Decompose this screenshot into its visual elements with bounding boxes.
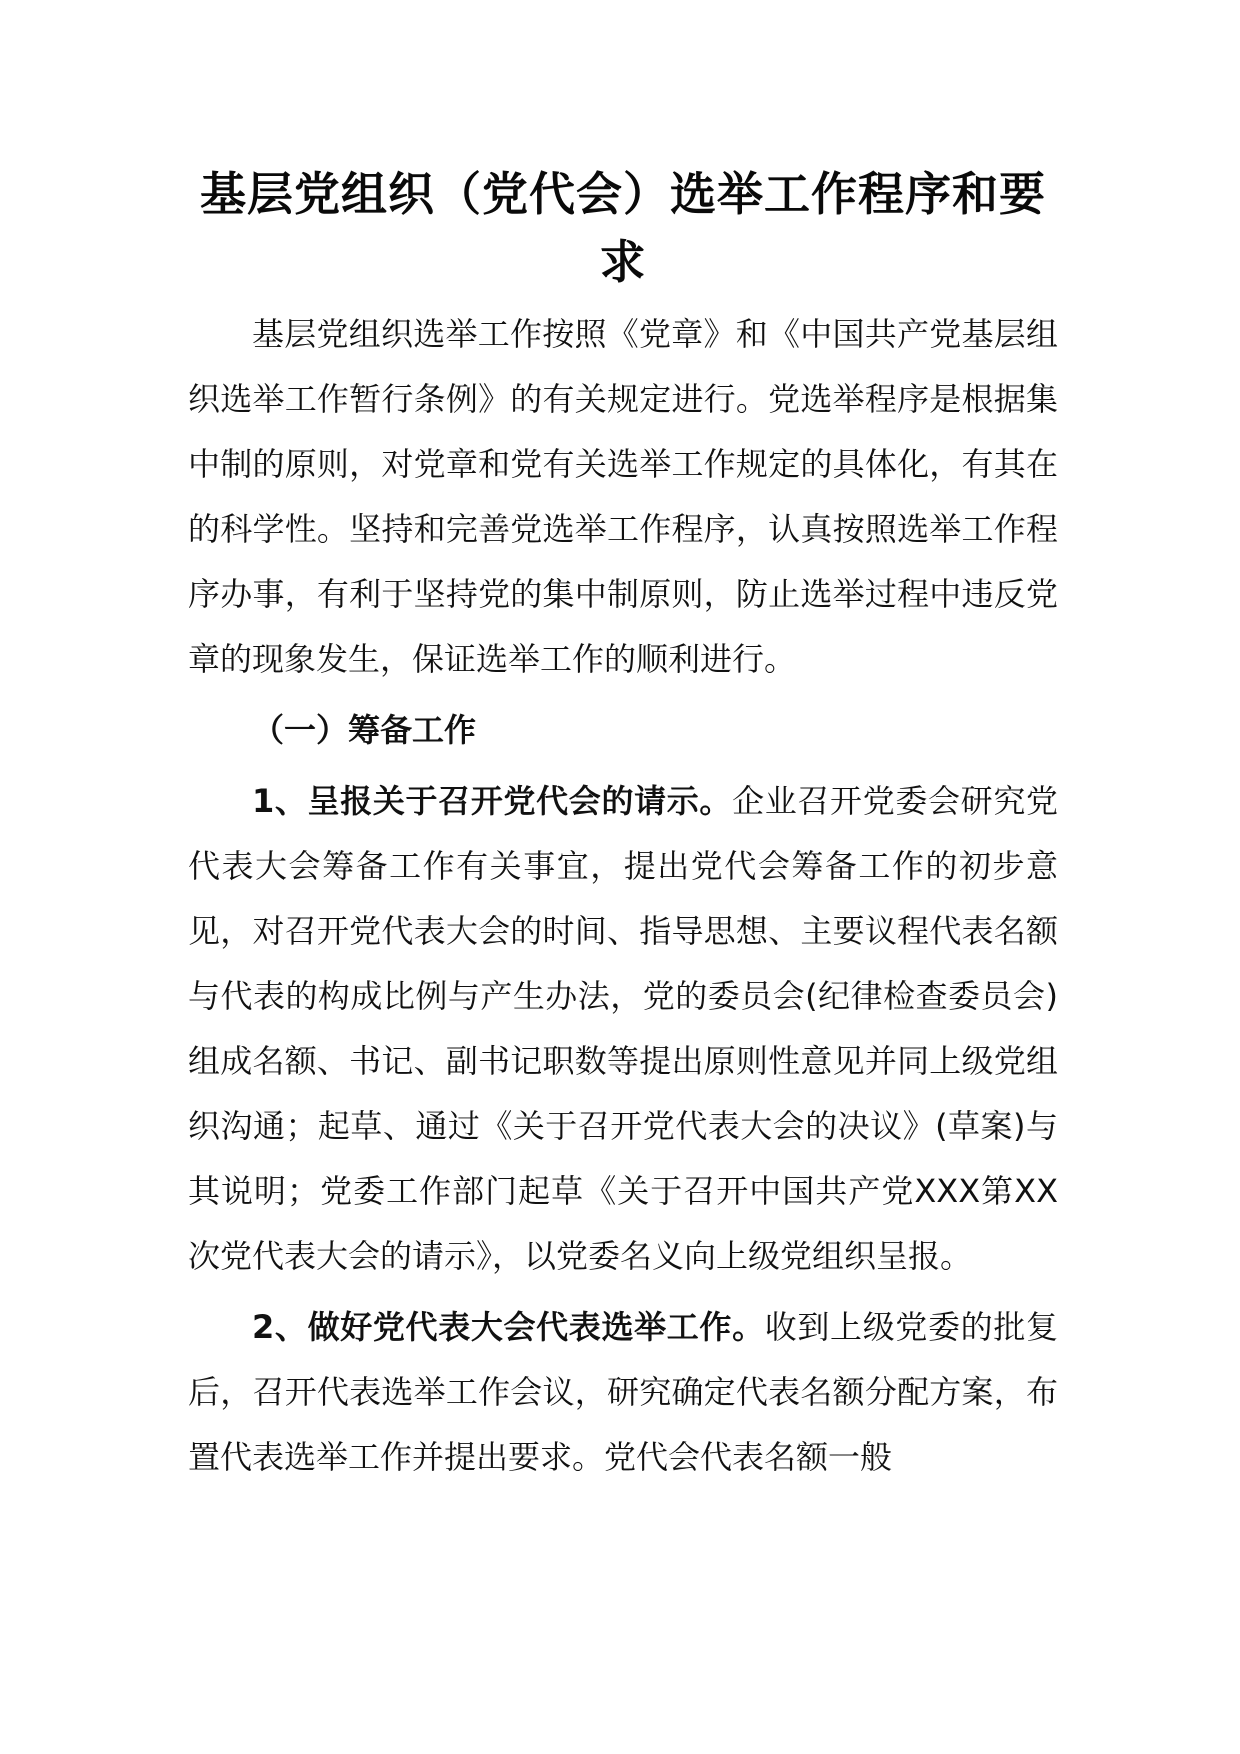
list-item: [188, 1295, 1058, 1490]
document-title: 基层党组织（党代会）选举工作程序和要求: [200, 167, 1046, 289]
intro-paragraph: 基层党组织选举工作按照《党章》和《中国共产党基层组织选举工作暂行条例》的有关规定进行。党选举程序是根据集中制的原则，对党章和党有关选举工作规定的具体化，有其在的科学性。坚持和完善党选举工作程序，认真按照选举工作程序办事，有利于坚持党的集中制原则，防止选举过程中违反党章的现象发生，保证选举工作的顺利进行。: [188, 315, 1058, 678]
section-heading: （一）筹备工作: [252, 711, 477, 749]
list-item: [188, 769, 1058, 1289]
document-page: [188, 160, 1058, 1490]
item-body: 企业召开党委会研究党代表大会筹备工作有关事宜，提出党代会筹备工作的初步意见，对召开党代表大会的时间、指导思想、主要议程代表名额与代表的构成比例与产生办法，党的委员会(纪律检查委员会)组成名额、书记、副书记职数等提出原则性意见并同上级党组织沟通；起草、通过《关于召开党代表大会的决议》(草案)与其说明；党委工作部门起草《关于召开中国共产党XXX第XX次党代表大会的请示》，以党委名义向上级党组织呈报。: [188, 782, 1058, 1275]
item-lead: 1、呈报关于召开党代会的请示。: [252, 782, 733, 820]
item-lead: 2、做好党代表大会代表选举工作。: [252, 1308, 765, 1346]
item-body: 收到上级党委的批复后，召开代表选举工作会议，研究确定代表名额分配方案，布置代表选举工作并提出要求。党代会代表名额一般: [188, 1308, 1058, 1476]
